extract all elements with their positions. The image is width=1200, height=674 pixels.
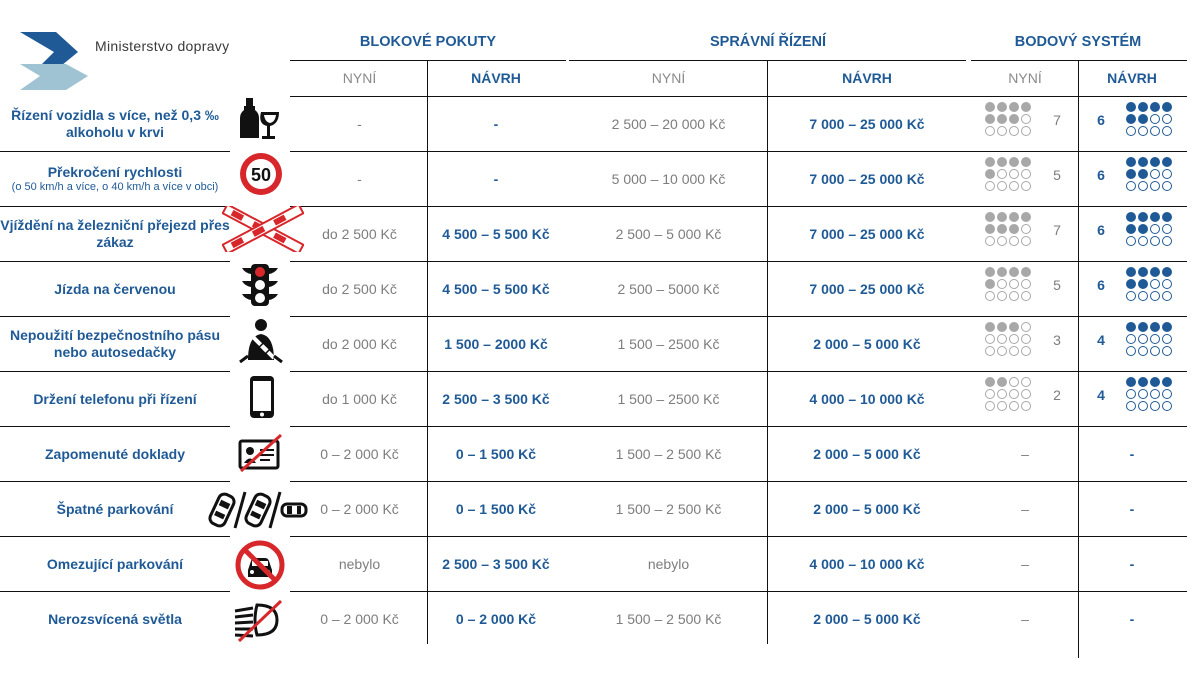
row-label [0,427,230,481]
row-label [0,152,230,206]
point-dot [1150,334,1160,344]
point-dot [1009,169,1019,179]
seatbelt-icon [238,318,284,364]
points-prop [1090,322,1173,357]
point-dot [1126,322,1136,332]
cell-sr-prop: 2 000 – 5 000 Kč [813,336,921,352]
points-now-value: 7 [1053,221,1061,238]
cell-sr-now: 2 500 – 20 000 Kč [611,116,726,132]
parked-cars-icon [208,490,308,530]
point-dot [1126,157,1136,167]
point-dot [985,102,995,112]
points-prop [1090,212,1173,247]
row-label [0,372,230,426]
point-dot [1126,212,1136,222]
point-dot [1126,401,1136,411]
point-dot [985,401,995,411]
point-dot [1162,102,1172,112]
point-dot [1150,102,1160,112]
point-dot [1126,102,1136,112]
subhead-pts-prop: NÁVRH [1107,70,1157,86]
point-dot [1126,279,1136,289]
points-now [985,377,1068,412]
cell-pts-now: – [1021,446,1029,462]
point-dot [1021,236,1031,246]
point-dot [1009,291,1019,301]
cell-pts-now: – [1021,611,1029,627]
point-dot [997,389,1007,399]
point-dot [1162,279,1172,289]
point-dot [1138,126,1148,136]
row-label [0,262,230,316]
point-dot [1021,334,1031,344]
point-dot [1162,236,1172,246]
point-dot [1138,279,1148,289]
point-dot [1138,181,1148,191]
points-now-value: 2 [1053,386,1061,403]
point-dot [1126,236,1136,246]
cell-pts-prop: - [1129,446,1135,462]
cell-sr-prop: 7 000 – 25 000 Kč [809,226,925,242]
points-dots-prop [1126,102,1173,137]
points-prop [1090,157,1173,192]
point-dot [1162,401,1172,411]
group-title-blokove: BLOKOVÉ POKUTY [359,34,497,50]
point-dot [985,114,995,124]
cell-bp-now: 0 – 2 000 Kč [320,446,399,462]
point-dot [1150,236,1160,246]
point-dot [1150,401,1160,411]
point-dot [985,389,995,399]
point-dot [1138,377,1148,387]
cell-bp-now: 0 – 2 000 Kč [320,611,399,627]
row-label [0,592,230,646]
speed-limit-text: 50 [250,165,272,185]
points-now [985,212,1068,247]
row-label-text: Překročení rychlosti [47,164,183,180]
point-dot [985,322,995,332]
cell-sr-prop: 7 000 – 25 000 Kč [809,116,925,132]
phone-icon [248,374,276,420]
point-dot [1162,389,1172,399]
points-prop [1090,267,1173,302]
point-dot [1138,157,1148,167]
points-now-value: 5 [1053,166,1061,183]
points-dots-now [985,102,1032,137]
point-dot [985,291,995,301]
row-label [0,482,230,536]
cell-sr-prop: 7 000 – 25 000 Kč [809,171,925,187]
points-prop-value: 4 [1097,331,1105,348]
row-label-text: Řízení vozidla s více, než 0,3 ‰ alkoholu v krvi [11,107,219,140]
point-dot [1021,401,1031,411]
point-dot [997,212,1007,222]
cell-bp-now: do 2 500 Kč [322,226,397,242]
point-dot [1150,279,1160,289]
point-dot [1009,224,1019,234]
header-rule [290,60,566,61]
cell-bp-now: - [357,171,362,187]
row-label [0,537,230,591]
no-parking-car-icon [235,540,285,590]
point-dot [1138,236,1148,246]
point-dot [1162,181,1172,191]
point-dot [985,169,995,179]
points-now [985,157,1068,192]
point-dot [1021,291,1031,301]
logo-text: Ministerstvo dopravy [95,38,230,54]
point-dot [1009,157,1019,167]
row-label [0,317,230,371]
point-dot [985,181,995,191]
subhead-sr-prop: NÁVRH [842,70,892,86]
cell-bp-prop: 0 – 2 000 Kč [455,611,537,627]
point-dot [1150,346,1160,356]
cell-bp-now: - [357,116,362,132]
point-dot [997,224,1007,234]
point-dot [1126,169,1136,179]
point-dot [985,224,995,234]
cell-bp-prop: 0 – 1 500 Kč [455,501,537,517]
points-dots-prop [1126,212,1173,247]
row-label [0,97,230,151]
cell-bp-prop: - [493,171,499,187]
cell-sr-now: 1 500 – 2 500 Kč [615,611,722,627]
cell-sr-prop: 2 000 – 5 000 Kč [813,611,921,627]
cell-sr-now: 5 000 – 10 000 Kč [611,171,726,187]
speed-limit-50-icon [238,151,284,197]
points-prop-value: 4 [1097,386,1105,403]
point-dot [1162,212,1172,222]
point-dot [1138,224,1148,234]
cell-sr-now: nebylo [647,556,690,572]
point-dot [1021,181,1031,191]
cell-bp-prop: 1 500 – 2000 Kč [444,336,548,352]
point-dot [1009,102,1019,112]
row-label-text: Nerozsvícená světla [48,610,182,627]
cell-sr-prop: 4 000 – 10 000 Kč [809,391,925,407]
row-label-text: Držení telefonu při řízení [33,390,197,407]
point-dot [1138,334,1148,344]
point-dot [1138,212,1148,222]
point-dot [997,322,1007,332]
point-dot [1021,169,1031,179]
row-label-text: Zapomenuté doklady [44,445,186,462]
railway-crossing-icon [222,206,304,252]
cell-sr-prop: 4 000 – 10 000 Kč [809,556,925,572]
alcohol-icon [237,96,283,142]
point-dot [1138,291,1148,301]
cell-sr-now: 1 500 – 2500 Kč [617,336,720,352]
row-label-text: Vjíždění na železniční přejezd přes zákaz [0,217,230,250]
point-dot [1126,126,1136,136]
point-dot [1009,401,1019,411]
point-dot [1009,346,1019,356]
point-dot [1162,126,1172,136]
subhead-sr-now: NYNÍ [651,70,686,86]
cell-bp-now: do 1 000 Kč [322,391,397,407]
group-title-spravni: SPRÁVNÍ ŘÍZENÍ [709,34,826,50]
point-dot [1150,389,1160,399]
cell-bp-now: do 2 500 Kč [322,281,397,297]
point-dot [1162,157,1172,167]
point-dot [1138,102,1148,112]
points-prop-value: 6 [1097,276,1105,293]
points-dots-now [985,157,1032,192]
points-dots-now [985,212,1032,247]
point-dot [997,346,1007,356]
cell-bp-prop: 4 500 – 5 500 Kč [442,281,550,297]
point-dot [1150,267,1160,277]
point-dot [985,279,995,289]
points-prop-value: 6 [1097,166,1105,183]
point-dot [1150,181,1160,191]
point-dot [1162,334,1172,344]
cell-pts-now: – [1021,501,1029,517]
cell-pts-prop: - [1129,501,1135,517]
point-dot [997,169,1007,179]
cell-bp-prop: 4 500 – 5 500 Kč [442,226,550,242]
points-dots-now [985,377,1032,412]
point-dot [1021,114,1031,124]
points-dots-prop [1126,157,1173,192]
point-dot [1009,389,1019,399]
point-dot [1009,212,1019,222]
cell-sr-prop: 2 000 – 5 000 Kč [813,501,921,517]
point-dot [1150,157,1160,167]
point-dot [1009,236,1019,246]
point-dot [997,181,1007,191]
point-dot [1021,279,1031,289]
point-dot [1021,224,1031,234]
point-dot [997,401,1007,411]
point-dot [1009,377,1019,387]
point-dot [1162,224,1172,234]
point-dot [1138,389,1148,399]
point-dot [1126,114,1136,124]
point-dot [1138,401,1148,411]
cell-sr-prop: 2 000 – 5 000 Kč [813,446,921,462]
cell-sr-now: 1 500 – 2 500 Kč [615,446,722,462]
point-dot [1162,267,1172,277]
point-dot [1021,102,1031,112]
points-dots-prop [1126,377,1173,412]
point-dot [985,157,995,167]
point-dot [997,102,1007,112]
point-dot [1150,212,1160,222]
point-dot [1126,389,1136,399]
point-dot [1162,322,1172,332]
group-title-bodovy: BODOVÝ SYSTÉM [1014,34,1142,50]
point-dot [985,267,995,277]
point-dot [997,279,1007,289]
point-dot [997,157,1007,167]
point-dot [985,212,995,222]
point-dot [1126,346,1136,356]
point-dot [1138,322,1148,332]
cell-bp-prop: 2 500 – 3 500 Kč [442,556,550,572]
point-dot [1138,169,1148,179]
points-dots-prop [1126,267,1173,302]
points-dots-now [985,267,1032,302]
point-dot [1009,322,1019,332]
point-dot [997,377,1007,387]
point-dot [1009,126,1019,136]
point-dot [1162,169,1172,179]
point-dot [997,114,1007,124]
points-now-value: 7 [1053,111,1061,128]
traffic-light-icon [240,263,280,309]
point-dot [985,346,995,356]
point-dot [1021,346,1031,356]
headlight-crossed-icon [233,597,285,643]
point-dot [1126,181,1136,191]
point-dot [1162,114,1172,124]
point-dot [1009,114,1019,124]
point-dot [1138,346,1148,356]
header-rule [971,60,1187,61]
point-dot [1021,377,1031,387]
cell-sr-now: 1 500 – 2 500 Kč [615,501,722,517]
point-dot [1162,377,1172,387]
cell-sr-now: 1 500 – 2500 Kč [617,391,720,407]
row-label-text: Omezující parkování [46,555,184,572]
id-card-crossed-icon [237,433,283,473]
point-dot [1021,267,1031,277]
cell-pts-prop: - [1129,611,1135,627]
point-dot [997,267,1007,277]
cell-pts-now: – [1021,556,1029,572]
points-prop [1090,102,1173,137]
subhead-bp-prop: NÁVRH [471,70,521,86]
points-dots-now [985,322,1032,357]
points-now-value: 3 [1053,331,1061,348]
point-dot [1150,377,1160,387]
points-prop [1090,377,1173,412]
cell-sr-now: 2 500 – 5000 Kč [617,281,720,297]
point-dot [1009,267,1019,277]
point-dot [1150,291,1160,301]
subhead-bp-now: NYNÍ [342,70,377,86]
points-now-value: 5 [1053,276,1061,293]
row-label-text: Nepoužití bezpečnostního pásu nebo autosedačky [9,327,220,360]
cell-sr-prop: 7 000 – 25 000 Kč [809,281,925,297]
cell-pts-prop: - [1129,556,1135,572]
point-dot [1126,224,1136,234]
point-dot [1162,346,1172,356]
point-dot [1126,267,1136,277]
point-dot [985,334,995,344]
point-dot [1021,212,1031,222]
point-dot [1126,377,1136,387]
points-prop-value: 6 [1097,221,1105,238]
point-dot [1150,224,1160,234]
point-dot [1138,114,1148,124]
point-dot [985,126,995,136]
point-dot [1126,334,1136,344]
point-dot [1009,279,1019,289]
subhead-pts-now: NYNÍ [1008,70,1042,86]
point-dot [1150,114,1160,124]
points-now [985,322,1068,357]
cell-bp-now: nebylo [338,556,381,572]
cell-sr-now: 2 500 – 5 000 Kč [615,226,722,242]
point-dot [997,334,1007,344]
point-dot [985,377,995,387]
point-dot [1150,169,1160,179]
point-dot [1021,389,1031,399]
points-now [985,267,1068,302]
points-now [985,102,1068,137]
point-dot [1150,126,1160,136]
point-dot [1138,267,1148,277]
row-label-text: Špatné parkování [56,500,174,517]
points-prop-value: 6 [1097,111,1105,128]
row-label-text: Jízda na červenou [54,280,176,297]
row-label-subtext: (o 50 km/h a více, o 40 km/h a více v obci) [11,181,219,193]
point-dot [997,126,1007,136]
point-dot [985,236,995,246]
ministry-logo-icon [18,30,98,92]
point-dot [1126,291,1136,301]
point-dot [1021,322,1031,332]
point-dot [1021,126,1031,136]
cell-bp-now: do 2 000 Kč [322,336,397,352]
point-dot [1162,291,1172,301]
points-dots-prop [1126,322,1173,357]
point-dot [1021,157,1031,167]
cell-bp-prop: - [493,116,499,132]
point-dot [997,236,1007,246]
cell-bp-prop: 0 – 1 500 Kč [455,446,537,462]
cell-bp-now: 0 – 2 000 Kč [320,501,399,517]
point-dot [1009,181,1019,191]
point-dot [1009,334,1019,344]
cell-bp-prop: 2 500 – 3 500 Kč [442,391,550,407]
point-dot [997,291,1007,301]
point-dot [1150,322,1160,332]
row-label [0,207,230,261]
